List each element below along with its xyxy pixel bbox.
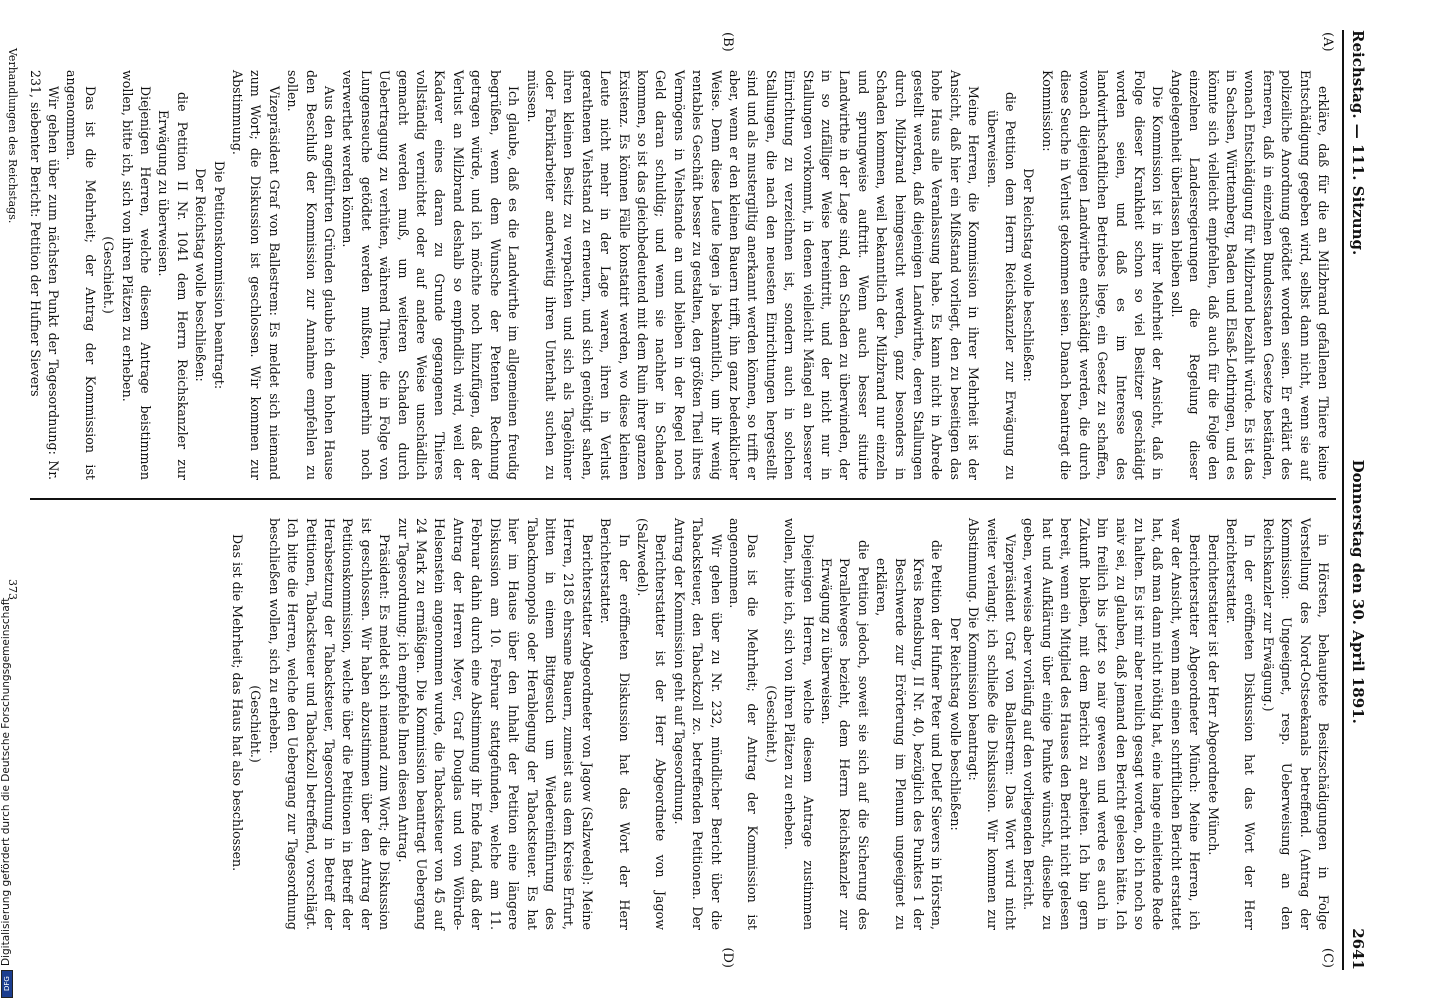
paragraph: (Geschieht.) — [248, 685, 264, 763]
paragraph: Vizepräsident Graf von Ballestrem: Das Wort wird nicht weiter verlangt; ich schließe die Diskussion. Wir kommen zur Abstimmung. Die Kommission beantragt: — [966, 518, 1019, 930]
paragraph: Ich glaube, daß es die Landwirthe im allgemeinen freudig begrüßen, wenn dem Wunsche der Petenten Rechnung getragen würde, und ich möchte noch hinzufügen, daß der Verlust an Milzbrand deshalb so empfindlich wird, weil der Kadaver eines daran zu Grunde gegangenen Thieres vollständig vernichtet oder auf andere Weise unschädlich gemacht werden muß, um weiteren Schaden durch Uebertragung zu verhüten, während Thiere, die in Folge von Lungenseuche getödtet werden mußten, immerhin noch verwerthet werden können. — [340, 70, 522, 480]
margin-marker-b: (B) — [720, 32, 735, 52]
paragraph: Der Reichstag wolle beschließen: — [947, 617, 963, 831]
bottom-page-number: 373 — [6, 579, 19, 600]
paragraph: Der Reichstag wolle beschließen: — [1021, 168, 1037, 382]
paragraph: Diejenigen Herren, welche diesem Antrage beistimmen wollen, bitte ich, sich von ihren Plätzen zu erheben. — [119, 70, 153, 480]
paragraph: erkläre, daß für die an Milzbrand gefallenen Thiere keine Entschädigung gegeben wird, selbst dann nicht, wenn sie auf polizeiliche Anordnung getödtet worden seien. Er erklärt des ferneren, daß in einzelnen Bundesstaaten Gesetze beständen, wonach Entschädigung für Milzbrand bezahlt würde. Es ist das in Sachsen, Württemberg, Baden und Elsaß-Lothringen, und es könnte sich vielleicht empfehlen, daß auch für die Folge den einzelnen Landesregierungen die Regelung dieser Angelegenheit überlassen bleiben soll. — [1168, 70, 1331, 480]
margin-marker-c: (C) — [1320, 947, 1335, 968]
margin-marker-a: (A) — [1320, 32, 1335, 52]
paragraph: Der Reichstag wolle beschließen: — [193, 168, 209, 382]
paragraph: Die Kommission ist in ihrer Mehrheit der Ansicht, daß in Folge dieser Krankheit schon so viel Besitzer geschädigt worden seien, und daß es im Interesse des landwirthschaftlichen Betriebes liege, ein Gesetz zu schaffen, wonach diejenigen Landwirthe entschädigt werden, die durch diese Seuche in Verlust gekommen seien. Danach beantragt die Kommission: — [1039, 70, 1166, 480]
paragraph: In der eröffneten Diskussion hat das Wort der Herr Berichterstatter. — [1223, 518, 1258, 930]
header-session: Reichstag. — 111. Sitzung. — [1349, 30, 1367, 256]
margin-marker-d: (D) — [720, 947, 735, 968]
paragraph: Wir gehen über zum nächsten Punkt der Tagesordnung: Nr. 231, siebenter Bericht: Petition der Hufner Sievers — [27, 70, 61, 480]
paragraph: die Petition II Nr. 1041 dem Herrn Reichskanzler zur Erwägung zu überweisen. — [156, 92, 190, 480]
paragraph: (Geschieht.) — [763, 685, 779, 763]
left-column-body — [25, 48, 1332, 480]
paragraph: Das ist die Mehrheit; der Antrag der Kommission ist angenommen. — [727, 518, 761, 930]
paragraph: In der eröffneten Diskussion hat das Wort der Herr Berichterstatter. — [598, 518, 632, 930]
text-columns — [27, 30, 1336, 970]
paragraph: Berichterstatter ist der Herr Abgeordnete von Jagow (Salzwedel). — [634, 518, 669, 930]
header-date: Donnerstag den 30. April 1891. — [1349, 459, 1367, 724]
paragraph: Die Petitionskommission beantragt: — [211, 160, 227, 390]
paragraph: Vizepräsident Graf von Ballestrem: Es meldet sich niemand zum Wort; die Diskussion ist geschlossen. Wir kommen zur Abstimmung. — [230, 70, 282, 480]
paragraph: Berichterstatter Abgeordneter Münch: Meine Herren, ich war der Ansicht, wenn man einen schriftlichen Bericht erstattet hat, daß man dann nicht nöthig hat, eine lange einleitende Rede zu halten. Es ist mir aber neulich gesagt worden, ob ich noch so naiv sei, zu glauben, daß jemand den Bericht gelesen hätte. Ich bin freilich bis jetzt so naiv gewesen und werde es auch in Zukunft bleiben, mit dem Bericht zu arbeiten. Ich bin gern bereit, wenn ein Mitglied des Hauses den Bericht nicht gelesen hat und Aufklärung über einige Punkte wünscht, dieselbe zu geben, verweise aber vorläufig auf den vorliegenden Bericht. — [1021, 518, 1203, 930]
dfg-logo-icon: DFG — [1, 970, 13, 998]
paragraph: Wir gehen über zu Nr. 232, mündlicher Bericht über die Tabacksteuer, den Tabackzoll zc. betreffenden Petitionen. Der Antrag der Kommission geht auf Tagesordnung. — [671, 518, 724, 930]
left-column — [27, 30, 1336, 500]
digitization-strip — [0, 0, 14, 1000]
page-header — [1342, 30, 1372, 970]
paragraph: die Petition der Hufner Peter und Detlef Sievers in Hörsten, Kreis Rendsburg, II Nr. 40, bezüglich des Punktes 1 der Beschwerde zur Erörterung im Plenum ungeeignet zu erklären, — [874, 540, 945, 930]
paragraph: Diejenigen Herren, welche diesem Antrage zustimmen wollen, bitte ich, sich von ihren Plätzen zu erheben. — [782, 518, 816, 930]
right-column-body — [228, 518, 1332, 952]
digitization-note: Digitalisierung gefördert durch die Deutsche Forschungsgemeinschaft — [0, 597, 12, 966]
paragraph: Meine Herren, die Kommission in ihrer Mehrheit ist der Ansicht, daß hier ein Mißstand vorliegt, den zu beseitigen das hohe Haus alle Veranlassung habe. Es kann nicht in Abrede gestellt werden, daß diejenigen Landwirthe, deren Stallungen durch Milzbrand heimgesucht werden, ganz besonders in Schaden kommen, weil bekanntlich der Milzbrand nur einzeln und sprungweise auftritt. Wenn auch besser situirte Landwirthe in der Lage sind, den Schaden zu überwinden, der in so zufälliger Weise hereintritt, und der nicht nur in Stallungen vorkommt, in denen vielleicht Mängel an besserer Einrichtung zu verzeichnen ist, sondern auch in solchen Stallungen, die nach den neuesten Einrichtungen hergestellt sind und als mustergiltig anerkannt werden können, so trifft er aber, wenn er den kleinen Bauern trifft, ihn ganz bedenklicher Weise. Denn diese Leute legen ja bekanntlich, um ihr wenig rentables Geschäft besser zu gestalten, den größten Theil ihres Vermögens in Viehstande an und bleiben in der Regel noch Geld daran schuldig; und wenn sie nachher in Schaden kommen, so ist das gleichbedeutend mit dem Ruin ihrer ganzen Existenz. Es können Fälle konstatirt werden, wo diese kleinen Leute nicht mehr in der Lage waren, ihren in Verlust gerathenen Viehstand zu erneuern, und sich genöthigt sahen, ihren kleinen Besitz zu verpachten und sich als Tagelöhner oder Fabrikarbeiter anderweitig ihren Unterhalt suchen zu müssen. — [524, 70, 982, 480]
paragraph: Präsident: Es meldet sich niemand zum Wort; die Diskussion ist geschlossen. Wir haben abzustimmen über den Antrag der Petitionskommission, welche über die Petitionen in Betreff der Herabsetzung der Tabacksteuer, Tagesordnung in Betreff der Petitionen, Tabacksteuer und Tabackzoll betreffend, vorschlägt. Ich bitte die Herren, welche den Uebergang zur Tagesordnung beschließen wollen, sich zu erheben. — [266, 518, 393, 930]
paragraph: die Petition dem Herrn Reichskanzler zur Erwägung zu überweisen. — [984, 92, 1019, 480]
paragraph: Berichterstatter ist der Herr Abgeordnete Münch. — [1205, 534, 1221, 856]
header-page-number: 2641 — [1349, 928, 1367, 970]
paragraph: Aus den angeführten Gründen glaube ich dem hohen Hause den Beschluß der Kommission zur Annahme empfehlen zu sollen. — [285, 70, 338, 480]
right-column — [30, 500, 1336, 970]
paragraph: Das ist die Mehrheit; das Haus hat also beschlossen. — [230, 534, 246, 872]
footer-note: Verhandlungen des Reichstags. — [6, 48, 19, 224]
paragraph: in Hörsten, behauptete Besitzschädigungen in Folge Verstellung des Nord-Ostseekanals betreffend. (Antrag der Kommission: Ungeeignet, resp. Ueberweisung an den Reichskanzler zur Erwägung.) — [1260, 518, 1331, 930]
paragraph: (Geschieht.) — [101, 236, 117, 314]
paragraph: die Petition jedoch, soweit sie sich auf die Sicherung des Porallelweges bezieht, dem Herrn Reichskanzler zur Erwägung zu überweisen. — [819, 540, 871, 930]
paragraph: Das ist die Mehrheit; der Antrag der Kommission ist angenommen. — [64, 70, 98, 480]
paragraph: Berichterstatter Abgeordneter von Jagow (Salzwedel): Meine Herren, 2185 ehrsame Bauern, zumeist aus dem Kreise Erfurt, bitten in einem Bittgesuch um Wiedereinführung des Tabackmonopols oder Herablegung der Tabacksteuer. Es hat hier im Hause über den Inhalt der Petition eine längere Diskussion am 10. Februar stattgefunden, welche am 11. Februar dahin durch eine Abstimmung ihr Ende fand, daß der Antrag der Herren Meyer, Graf Douglas und von Wöhrde-Helsenstein angenommen wurde, die Tabacksteuer von 45 auf 24 Mark zu ermäßigen. Die Kommission beantragt Uebergang zur Tagesordnung; ich empfehle Ihnen diesen Antrag. — [395, 518, 595, 930]
